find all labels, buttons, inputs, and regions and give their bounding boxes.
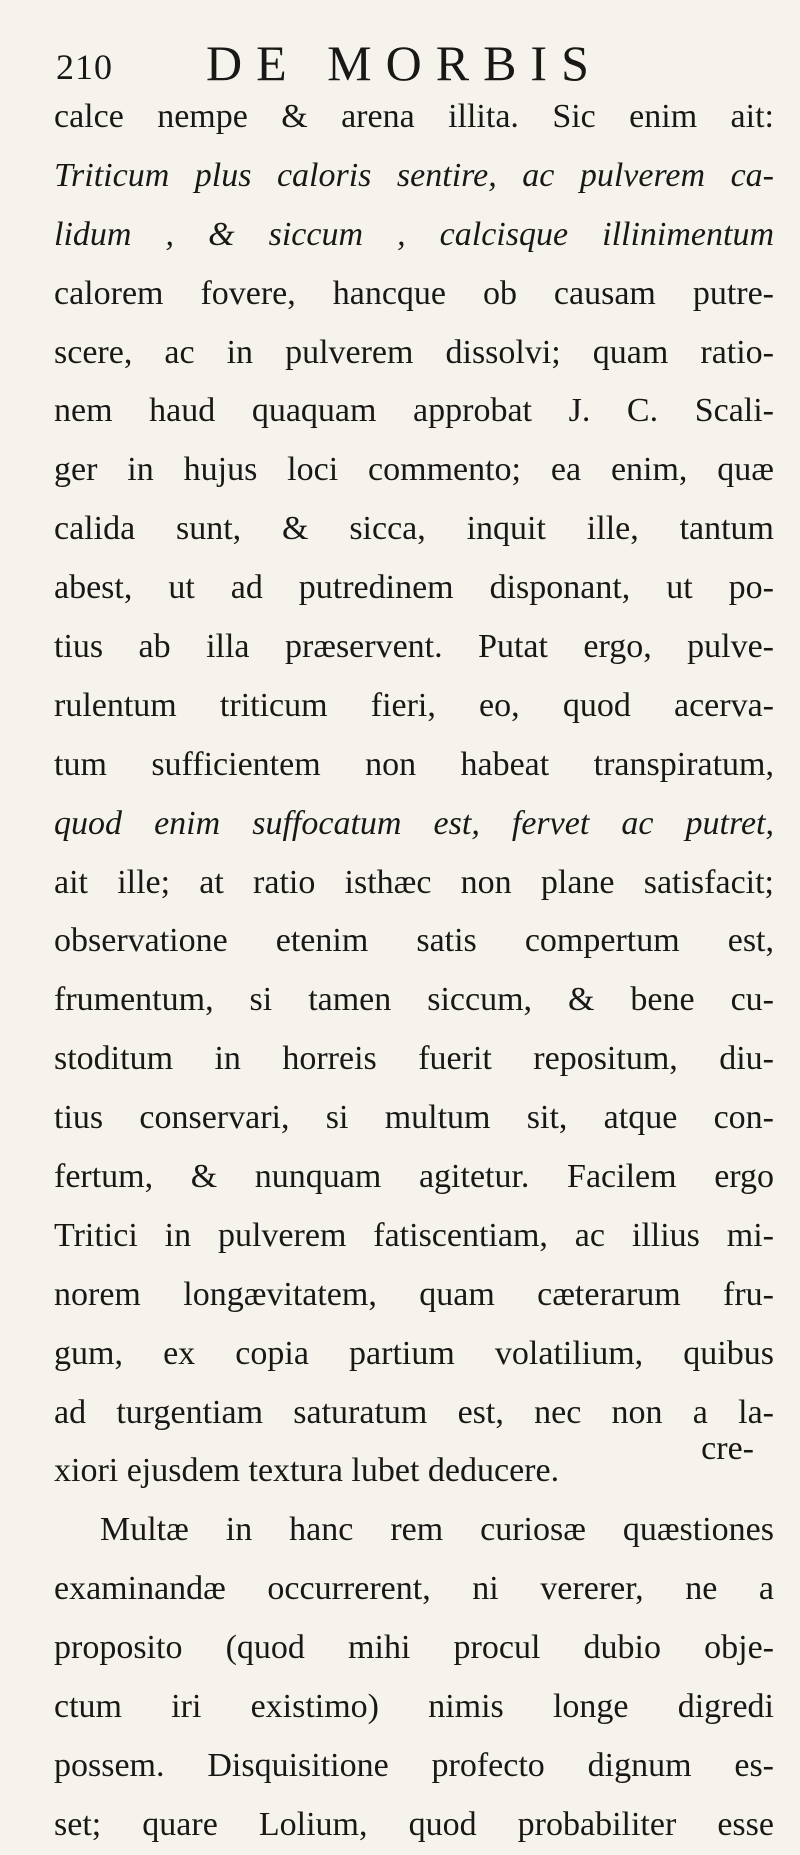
text-line: quod enim suffocatum est, fervet ac putret, [54, 804, 774, 842]
text-line: ait ille; at ratio isthæc non plane satisfacit; [54, 863, 774, 901]
text-line: calorem fovere, hancque ob causam putre- [54, 274, 774, 312]
text-line: observatione etenim satis compertum est, [54, 922, 774, 960]
text-line: examinandæ occurrerent, ni vererer, ne a [54, 1570, 774, 1608]
catchword: cre- [701, 1430, 754, 1467]
text-line: lidum , & siccum , calcisque illinimentum [54, 215, 774, 253]
text-line: tius ab illa præservent. Putat ergo, pulve- [54, 628, 774, 666]
text-line: Triticum plus caloris sentire, ac pulverem ca- [54, 156, 774, 194]
text-line: xiori ejusdem textura lubet deducere. [54, 1452, 560, 1490]
text-line: tum sufficientem non habeat transpiratum, [54, 745, 774, 783]
page-header [40, 34, 760, 92]
text-line: stoditum in horreis fuerit repositum, diu- [54, 1040, 774, 1078]
text-line: calce nempe & arena illita. Sic enim ait: [54, 98, 774, 135]
text-line: set; quare Lolium, quod probabiliter esse [54, 1805, 774, 1843]
page-number: 210 [56, 47, 113, 87]
text-line: fertum, & nunquam agitetur. Facilem ergo [54, 1158, 774, 1196]
text-line: nem haud quaquam approbat J. C. Scali- [54, 392, 774, 430]
text-line: abest, ut ad putredinem disponant, ut po- [54, 569, 774, 607]
body-text [54, 88, 774, 1855]
text-line: possem. Disquisitione profecto dignum es- [54, 1746, 774, 1784]
text-line: ad turgentiam saturatum est, nec non a la- [54, 1393, 774, 1431]
text-line: Tritici in pulverem fatiscentiam, ac illius mi- [54, 1216, 774, 1254]
text-line: scere, ac in pulverem dissolvi; quam ratio- [54, 333, 774, 371]
text-line: calida sunt, & sicca, inquit ille, tantum [54, 510, 774, 548]
text-line: ger in hujus loci commento; ea enim, quæ [54, 451, 774, 489]
catchword-row [54, 1424, 774, 1474]
text-line: norem longævitatem, quam cæterarum fru- [54, 1275, 774, 1313]
text-line: proposito (quod mihi procul dubio obje- [54, 1629, 774, 1667]
text-line: frumentum, si tamen siccum, & bene cu- [54, 981, 774, 1019]
text-line: tius conservari, si multum sit, atque con- [54, 1099, 774, 1137]
text-line: rulentum triticum fieri, eo, quod acerva- [54, 686, 774, 724]
running-head: DE MORBIS [206, 35, 603, 91]
text-line: Multæ in hanc rem curiosæ quæstiones [100, 1511, 774, 1549]
text-line: gum, ex copia partium volatilium, quibus [54, 1334, 774, 1372]
text-line: ctum iri existimo) nimis longe digredi [54, 1688, 774, 1726]
